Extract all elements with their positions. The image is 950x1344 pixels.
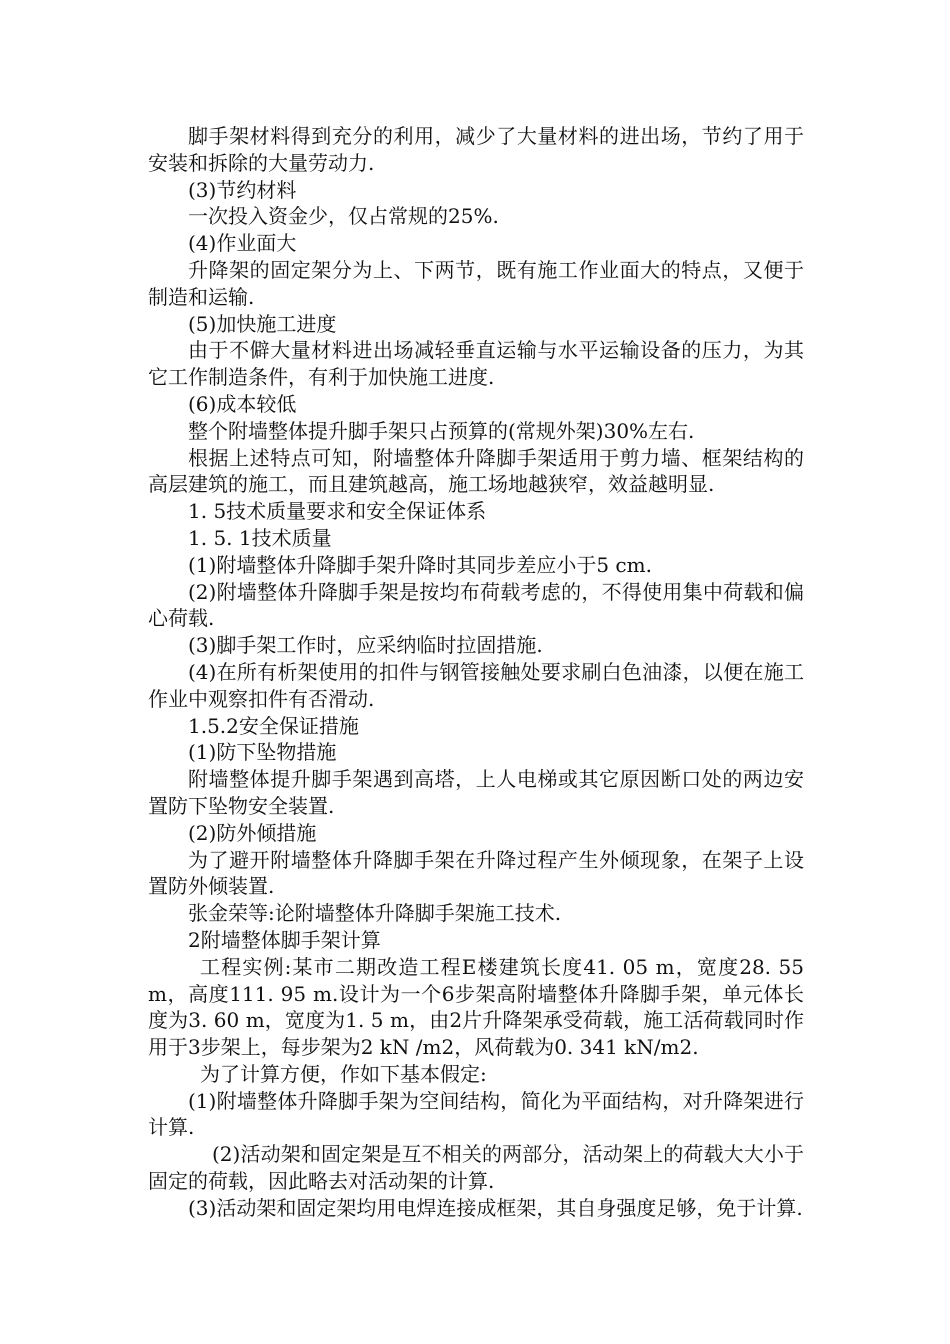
list-item: (4)在所有析架使用的扣件与钢管接触处要求刷白色油漆，以便在施工作业中观察扣件有否滑动. xyxy=(148,659,804,711)
document-body xyxy=(148,123,804,1222)
paragraph: 由于不僻大量材料进出场减轻垂直运输与水平运输设备的压力，为其它工作制造条件，有利于加快施工进度. xyxy=(148,338,804,390)
list-item: (1)附墙整体升降脚手架为空间结构，简化为平面结构，对升降架进行计算. xyxy=(148,1088,804,1140)
list-item: (1)附墙整体升降脚手架升降时其同步差应小于5 cm. xyxy=(188,552,652,577)
subsection-heading: 1.5.2安全保证措施 xyxy=(188,713,359,738)
list-heading: (5)加快施工进度 xyxy=(188,311,337,336)
paragraph: 升降架的固定架分为上、下两节，既有施工作业面大的特点，又便于制造和运输. xyxy=(148,257,804,309)
paragraph: 附墙整体提升脚手架遇到高塔，上人电梯或其它原因断口处的两边安置防下坠物安全装置. xyxy=(148,767,804,818)
list-item: (3)活动架和固定架均用电焊连接成框架，其自身强度足够，免于计算. xyxy=(188,1195,803,1220)
list-item: (2)附墙整体升降脚手架是按均布荷载考虑的，不得使用集中荷载和偏心荷载. xyxy=(148,579,804,631)
list-heading: (2)防外倾措施 xyxy=(188,820,317,845)
list-item: (2)活动架和固定架是互不相关的两部分，活动架上的荷载大大小于固定的荷载，因此略去对活动架的计算. xyxy=(148,1142,804,1194)
list-item: (3)脚手架工作时，应采纳临时拉固措施. xyxy=(188,633,543,658)
paragraph: 整个附墙整体提升脚手架只占预算的(常规外架)30%左右. xyxy=(188,418,695,443)
paragraph: 为了计算方便，作如下基本假定: xyxy=(200,1061,487,1086)
paragraph: 脚手架材料得到充分的利用，减少了大量材料的进出场，节约了用于安装和拆除的大量劳动力. xyxy=(148,124,804,175)
list-heading: (3)节约材料 xyxy=(188,177,297,202)
citation-line: 张金荣等:论附墙整体升降脚手架施工技术. xyxy=(188,901,562,926)
paragraph: 工程实例:某市二期改造工程E楼建筑长度41. 05 m，宽度28. 55 m，高度111. 95 m.设计为一个6步架高附墙整体升降脚手架，单元体长度为3. 60 m，宽度为1. 5 m，由2片升降架承受荷载，施工活荷载同时作用于3步架上，每步架为2 kN /m2，风荷载为0. 341 kN/m2. xyxy=(148,954,804,1060)
list-heading: (4)作业面大 xyxy=(188,231,297,256)
section-heading: 2附墙整体脚手架计算 xyxy=(188,927,381,952)
list-heading: (1)防下坠物措施 xyxy=(188,740,337,765)
section-heading: 1. 5技术质量要求和安全保证体系 xyxy=(188,499,487,524)
paragraph: 一次投入资金少，仅占常规的25%. xyxy=(188,204,499,229)
paragraph: 根据上述特点可知，附墙整体升降脚手架适用于剪力墙、框架结构的高层建筑的施工，而且建筑越高，施工场地越狭窄，效益越明显. xyxy=(148,445,804,497)
subsection-heading: 1. 5. 1技术质量 xyxy=(188,525,332,550)
paragraph: 为了避开附墙整体升降脚手架在升降过程产生外倾现象，在架子上设置防外倾装置. xyxy=(148,847,804,899)
list-heading: (6)成本较低 xyxy=(188,391,297,416)
